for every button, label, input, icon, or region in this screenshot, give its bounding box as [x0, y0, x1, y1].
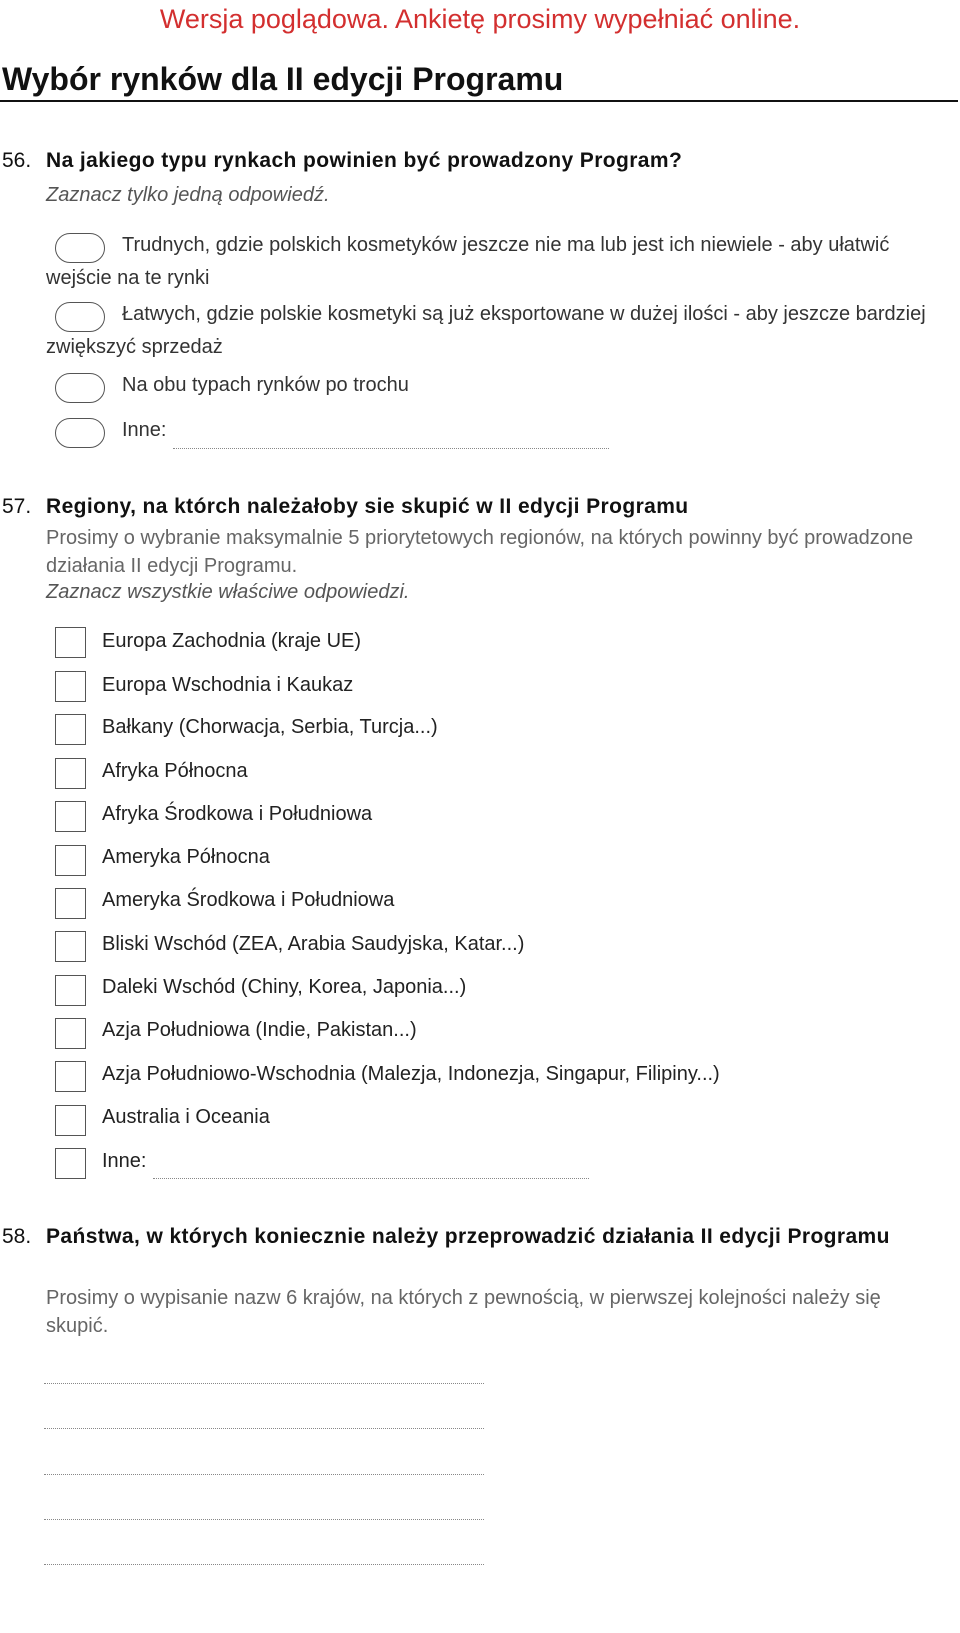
question-title: Na jakiego typu rynkach powinien być prowadzony Program? [46, 149, 683, 172]
radio-label-easy-markets: Łatwych, gdzie polskie kosmetyki są już eksportowane w dużej ilości - aby jeszcze bardziej zwiększyć sprzedaż [46, 303, 926, 358]
checkbox-label: Afryka Północna [102, 760, 248, 782]
other-text-input[interactable] [153, 1178, 589, 1179]
other-text-input[interactable] [173, 448, 609, 449]
checkbox-north-africa[interactable] [55, 758, 86, 789]
question-number: 56. [2, 149, 32, 172]
checkbox-label: Europa Zachodnia (kraje UE) [102, 630, 362, 652]
radio-label-other: Inne: [122, 419, 167, 441]
question-57-help: Prosimy o wybranie maksymalnie 5 priorytetowych regionów, na których powinny być prowadzone działania II edycji Programu. [46, 527, 914, 577]
checkbox-label: Australia i Oceania [102, 1106, 270, 1128]
checkbox-other[interactable] [55, 1148, 86, 1179]
question-title: Regiony, na którch należałoby sie skupić w II edycji Programu [46, 495, 689, 518]
country-input[interactable] [44, 1564, 484, 1565]
section-divider [0, 100, 958, 102]
question-57-hint: Zaznacz wszystkie właściwe odpowiedzi. [46, 581, 410, 603]
checkbox-label: Ameryka Północna [102, 846, 270, 868]
question-58-help: Prosimy o wypisanie nazw 6 krajów, na których z pewnością, w pierwszej kolejności należy się skupić. [46, 1287, 881, 1337]
checkbox-southeast-asia[interactable] [55, 1061, 86, 1092]
country-input[interactable] [44, 1428, 484, 1429]
checkbox-north-america[interactable] [55, 845, 86, 876]
section-title: Wybór rynków dla II edycji Programu [2, 61, 564, 97]
country-input[interactable] [44, 1474, 484, 1475]
checkbox-label: Daleki Wschód (Chiny, Korea, Japonia...) [102, 976, 467, 998]
country-input[interactable] [44, 1383, 484, 1384]
checkbox-balkans[interactable] [55, 714, 86, 745]
radio-label-both-markets: Na obu typach rynków po trochu [122, 374, 409, 396]
question-number: 58. [2, 1225, 32, 1248]
country-input[interactable] [44, 1519, 484, 1520]
checkbox-label: Afryka Środkowa i Południowa [102, 803, 373, 825]
checkbox-europe-west[interactable] [55, 627, 86, 658]
checkbox-australia-oceania[interactable] [55, 1105, 86, 1136]
checkbox-label: Inne: [102, 1150, 147, 1172]
question-number: 57. [2, 495, 32, 518]
checkbox-label: Europa Wschodnia i Kaukaz [102, 674, 354, 696]
preview-banner: Wersja poglądowa. Ankietę prosimy wypełniać online. [159, 4, 801, 34]
checkbox-label: Azja Południowa (Indie, Pakistan...) [102, 1019, 417, 1041]
radio-label-difficult-markets: Trudnych, gdzie polskich kosmetyków jeszcze nie ma lub jest ich niewiele - aby ułatwić wejście na te rynki [46, 234, 890, 289]
checkbox-far-east[interactable] [55, 975, 86, 1006]
checkbox-europe-east[interactable] [55, 671, 86, 702]
checkbox-south-asia[interactable] [55, 1018, 86, 1049]
checkbox-central-south-africa[interactable] [55, 801, 86, 832]
checkbox-label: Ameryka Środkowa i Południowa [102, 889, 395, 911]
checkbox-label: Bliski Wschód (ZEA, Arabia Saudyjska, Katar...) [102, 933, 525, 955]
checkbox-middle-east[interactable] [55, 931, 86, 962]
checkbox-central-south-america[interactable] [55, 888, 86, 919]
question-56-hint: Zaznacz tylko jedną odpowiedź. [46, 184, 330, 206]
checkbox-label: Azja Południowo-Wschodnia (Malezja, Indonezja, Singapur, Filipiny...) [102, 1063, 720, 1085]
checkbox-label: Bałkany (Chorwacja, Serbia, Turcja...) [102, 716, 438, 738]
question-title: Państwa, w których koniecznie należy przeprowadzić działania II edycji Programu [46, 1225, 890, 1248]
